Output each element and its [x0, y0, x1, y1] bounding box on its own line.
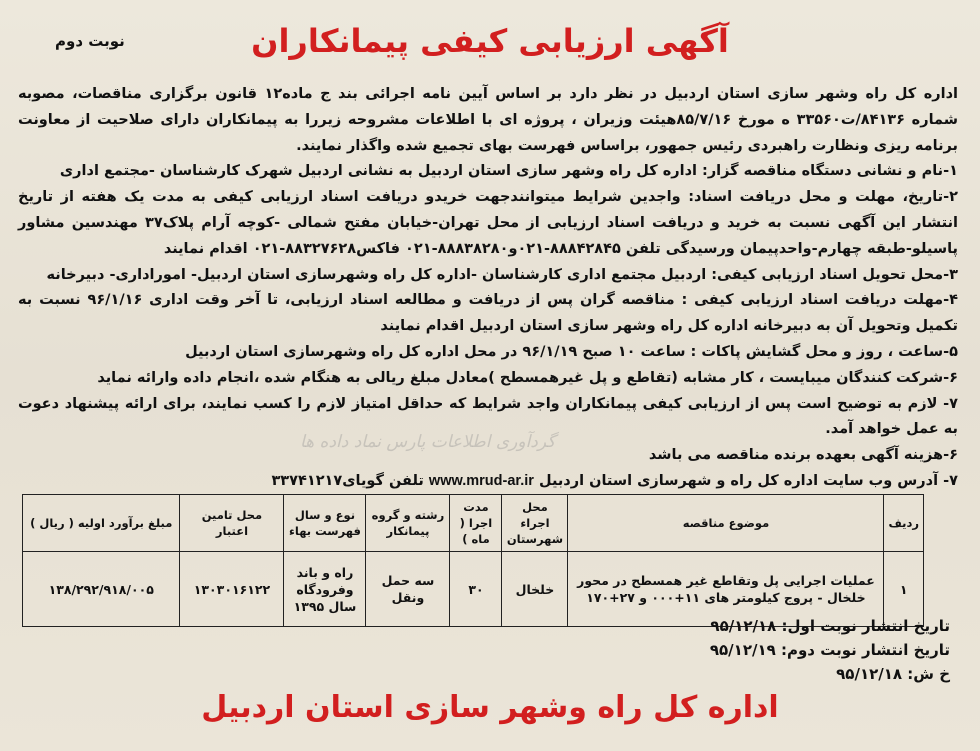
col-header-estimate: مبلغ برآورد اولیه ( ریال ) — [23, 495, 180, 552]
col-header-location: محل اجراء شهرستان — [502, 495, 568, 552]
turn-label: نوبت دوم — [55, 32, 125, 50]
cell-price-list: راه و باند وفرودگاه سال ۱۳۹۵ — [284, 552, 366, 627]
tender-table — [22, 494, 924, 627]
first-publication-date: تاریخ انتشار نوبت اول: ۹۵/۱۲/۱۸ — [710, 617, 950, 635]
col-header-subject: موضوع مناقصه — [568, 495, 884, 552]
col-header-contractor-field: رشته و گروه پیمانکار — [366, 495, 450, 552]
cell-duration: ۳۰ — [450, 552, 502, 627]
second-publication-date: تاریخ انتشار نوبت دوم: ۹۵/۱۲/۱۹ — [709, 641, 950, 659]
col-header-funding: محل تامین اعتبار — [180, 495, 284, 552]
col-header-price-list: نوع و سال فهرست بهاء — [284, 495, 366, 552]
kh-sh-date: خ ش: ۹۵/۱۲/۱۸ — [836, 665, 950, 683]
cell-estimate: ۱۳۸/۲۹۲/۹۱۸/۰۰۵ — [23, 552, 180, 627]
tender-body — [18, 82, 958, 495]
item-experience: ۶-شرکت کنندگان میبایست ، کار مشابه (تقاطع و پل غیرهمسطح )معادل مبلغ ریالی به هنگام شده ،انجام داده وارائه نماید — [97, 369, 958, 386]
website-phone: تلفن گویای۳۳۷۴۱۲۱۷ — [271, 472, 424, 489]
item-submission-deadline: ۴-مهلت دریافت اسناد ارزیابی کیفی : مناقصه گران پس از دریافت و مطالعه اسناد ارزیابی، تا آخر وقت اداری ۹۶/۱/۱۶ نسبت به تکمیل وتحویل آن به دبیرخانه اداره کل راه وشهر سازی استان اردبیل اقدام نمایند — [18, 292, 959, 335]
cell-funding: ۱۳۰۳۰۱۶۱۲۲ — [180, 552, 284, 627]
item-organizer: ۱-نام و نشانی دستگاه مناقصه گزار: اداره کل راه وشهر سازی استان اردبیل به نشانی اردبیل شهرک کارشناسان -مجتمع اداری — [59, 163, 958, 180]
website-link[interactable]: www.mrud-ar.ir — [428, 472, 534, 489]
col-header-row-number: ردیف — [884, 495, 924, 552]
footer-signature: اداره کل راه وشهر سازی استان اردبیل — [201, 690, 779, 725]
watermark-text: گردآوری اطلاعات پارس نماد داده ها — [300, 432, 556, 452]
item-invitation: ۷- لازم به توضیح است پس از ارزیابی کیفی پیمانکاران واجد شرایط که حداقل امتیاز لازم را کسب نمایند، برای ارائه پیشنهاد دعوت به عمل خواهد آمد. — [18, 395, 958, 438]
cell-row-number: ۱ — [884, 552, 924, 627]
website-prefix: ۷- آدرس وب سایت اداره کل راه و شهرسازی استان اردبیل — [539, 472, 958, 489]
cell-subject: عملیات اجرایی پل وتقاطع غیر همسطح در محور خلخال - پروج کیلومتر های ۱۱+۰۰۰ و ۲۷+۱۷۰ — [568, 552, 884, 627]
table-header-row — [23, 495, 924, 552]
publication-dates — [710, 614, 950, 686]
cell-location: خلخال — [502, 552, 568, 627]
item-website — [18, 469, 958, 495]
item-delivery-place: ۳-محل تحویل اسناد ارزیابی کیفی: اردبیل مجتمع اداری کارشناسان -اداره کل راه وشهرسازی استان اردبیل- اموراداری- دبیرخانه — [46, 266, 958, 283]
item-ad-cost: ۶-هزینه آگهی بعهده برنده مناقصه می باشد — [648, 447, 958, 464]
col-header-duration: مدت اجرا ( ماه ) — [450, 495, 502, 552]
page-title: آگهی ارزیابی کیفی پیمانکاران — [251, 22, 729, 60]
intro-paragraph: اداره کل راه وشهر سازی استان اردبیل در نظر دارد بر اساس آیین نامه اجرائی بند ج ماده۱۲ قانون برگزاری مناقصات، مصوبه شماره ۸۴۱۳۶/ت۳۳۵۶۰ ه مورخ ۸۵/۷/۱۶هیئت وزیران ، پروژه ای با اطلاعات مشروحه زیررا به پیمانکاران دارای صلاحیت از معاونت برنامه ریزی ونظارت راهبردی رئیس جمهور، براساس فهرست بهای تجمیع شده واگذار نمایند. — [18, 86, 958, 154]
item-documents-deadline: ۲-تاریخ، مهلت و محل دریافت اسناد: واجدین شرایط میتوانندجهت خریدو دریافت اسناد ارزیابی کیفی به مدت یک هفته از تاریخ انتشار این آگهی نسبت به خرید و دریافت اسناد ارزیابی از محل تهران-خیابان مفتح شمالی -کوچه آرام پلاک۳۷ مهندسین مشاور پاسیلو-طبقه چهارم-واحدپیمان ورسیدگی تلفن ۸۸۸۴۲۸۴۵-۰۲۱و۸۸۸۳۸۲۸۰-۰۲۱ فاکس۸۸۳۲۷۶۲۸-۰۲۱ اقدام نمایند — [18, 189, 958, 257]
item-opening-time: ۵-ساعت ، روز و محل گشایش پاکات : ساعت ۱۰ صبح ۹۶/۱/۱۹ در محل اداره کل راه وشهرسازی استان اردبیل — [185, 343, 958, 360]
cell-contractor-field: سه حمل ونقل — [366, 552, 450, 627]
